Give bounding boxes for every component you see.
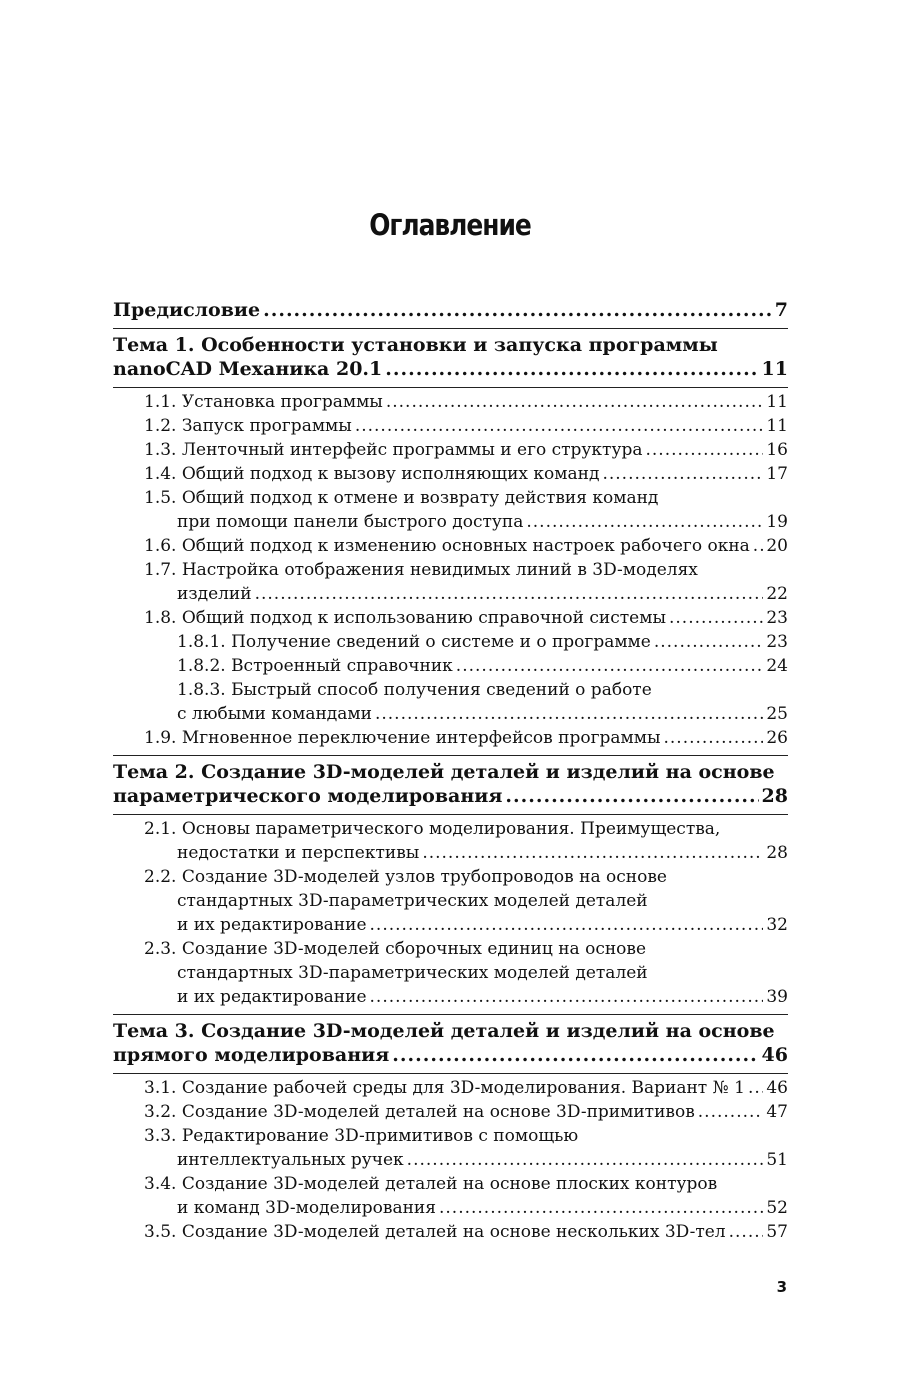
dot-leader: [698, 1100, 764, 1124]
dot-leader: [385, 357, 758, 381]
toc-entry-title: 1.8. Общий подход к использованию справочной системы: [144, 608, 666, 628]
toc-entry-1-7[interactable]: [113, 558, 788, 606]
toc-entry-title-cont: стандартных 3D-параметрических моделей деталей: [177, 963, 648, 983]
toc-entry-title: 1.3. Ленточный интерфейс программы и его структура: [144, 440, 643, 460]
toc-page-number: 47: [766, 1102, 788, 1122]
dot-leader: [392, 1043, 758, 1067]
toc-entry-1-8[interactable]: [113, 606, 788, 630]
toc-entry-title-cont: nanoCAD Механика 20.1: [113, 358, 383, 380]
toc-entry-title: 1.5. Общий подход к отмене и возврату действия команд: [144, 488, 659, 508]
toc-entry-chapter-3[interactable]: [113, 1015, 788, 1074]
toc-entry-1-2[interactable]: [113, 414, 788, 438]
toc-entry-title-cont: и их редактирование: [177, 915, 367, 935]
dot-leader: [456, 654, 764, 678]
toc-page-number: 46: [766, 1078, 788, 1098]
toc-entry-2-1[interactable]: [113, 817, 788, 865]
toc-entry-1-1[interactable]: [113, 390, 788, 414]
toc-page-number: 11: [766, 392, 788, 412]
toc-entry-1-4[interactable]: [113, 462, 788, 486]
toc-entry-1-8-3[interactable]: [113, 678, 788, 726]
toc-entry-title: 3.4. Создание 3D-моделей деталей на основе плоских контуров: [144, 1174, 718, 1194]
toc-entry-3-1[interactable]: [113, 1076, 788, 1100]
toc-entry-title: Тема 2. Создание 3D-моделей деталей и изделий на основе: [113, 761, 775, 783]
toc-entry-title-cont: изделий: [177, 584, 252, 604]
dot-leader: [526, 510, 763, 534]
toc-entry-3-3[interactable]: [113, 1124, 788, 1172]
chapter-1-sections: [113, 388, 788, 756]
dot-leader: [669, 606, 763, 630]
toc-page-number: 24: [766, 656, 788, 676]
dot-leader: [439, 1196, 763, 1220]
dot-leader: [386, 390, 764, 414]
toc-page-number: 46: [761, 1044, 788, 1066]
dot-leader: [375, 702, 763, 726]
toc-entry-chapter-1[interactable]: [113, 329, 788, 388]
toc-entry-title: 2.2. Создание 3D-моделей узлов трубопроводов на основе: [144, 867, 667, 887]
toc-page-number: 19: [766, 512, 788, 532]
toc-entry-title: Тема 1. Особенности установки и запуска программы: [113, 334, 718, 356]
toc-entry-title: 1.7. Настройка отображения невидимых линий в 3D-моделях: [144, 560, 698, 580]
toc-entry-title: Тема 3. Создание 3D-моделей деталей и изделий на основе: [113, 1020, 775, 1042]
page-title: Оглавление: [369, 208, 531, 242]
dot-leader: [370, 913, 764, 937]
dot-leader: [505, 784, 758, 808]
toc-page-number: 32: [766, 915, 788, 935]
dot-leader: [370, 985, 764, 1009]
toc-entry-title-cont: при помощи панели быстрого доступа: [177, 512, 524, 532]
toc-entry-title-cont: недостатки и перспективы: [177, 843, 420, 863]
toc-entry-title: 2.3. Создание 3D-моделей сборочных единиц на основе: [144, 939, 647, 959]
toc-page-number: 11: [761, 358, 788, 380]
table-of-contents: [113, 298, 788, 1244]
toc-entry-2-3[interactable]: [113, 937, 788, 1015]
toc-page-number: 11: [766, 416, 788, 436]
toc-entry-chapter-2[interactable]: [113, 756, 788, 815]
toc-entry-title: 1.4. Общий подход к вызову исполняющих команд: [144, 464, 600, 484]
toc-page-number: 52: [766, 1198, 788, 1218]
toc-page-number: 20: [766, 536, 788, 556]
dot-leader: [422, 841, 763, 865]
toc-page-number: 23: [766, 632, 788, 652]
toc-entry-title-cont: с любыми командами: [177, 704, 372, 724]
dot-leader: [407, 1148, 764, 1172]
toc-page-number: 17: [766, 464, 788, 484]
toc-entry-3-4[interactable]: [113, 1172, 788, 1220]
toc-entry-title-cont: интеллектуальных ручек: [177, 1150, 404, 1170]
chapter-2-sections: [113, 815, 788, 1015]
dot-leader: [654, 630, 764, 654]
dot-leader: [729, 1220, 764, 1244]
toc-page-number: 26: [766, 728, 788, 748]
toc-entry-preface[interactable]: [113, 298, 788, 329]
dot-leader: [753, 534, 764, 558]
page-number: 3: [776, 1278, 787, 1296]
toc-entry-title: 3.2. Создание 3D-моделей деталей на основе 3D-примитивов: [144, 1102, 695, 1122]
toc-entry-title-cont: и команд 3D-моделирования: [177, 1198, 436, 1218]
toc-entry-1-6[interactable]: [113, 534, 788, 558]
toc-entry-title: 1.6. Общий подход к изменению основных настроек рабочего окна: [144, 536, 750, 556]
toc-entry-1-8-1[interactable]: [113, 630, 788, 654]
toc-entry-2-2[interactable]: [113, 865, 788, 937]
toc-page-number: 28: [761, 785, 788, 807]
toc-entry-title: Предисловие: [113, 299, 261, 321]
toc-entry-title: 1.9. Мгновенное переключение интерфейсов программы: [144, 728, 661, 748]
toc-page-number: 16: [766, 440, 788, 460]
toc-entry-3-5[interactable]: [113, 1220, 788, 1244]
toc-entry-title-cont: и их редактирование: [177, 987, 367, 1007]
toc-page-number: 28: [766, 843, 788, 863]
toc-page-number: 57: [766, 1222, 788, 1242]
toc-page-number: 23: [766, 608, 788, 628]
toc-entry-title: 1.8.3. Быстрый способ получения сведений о работе: [177, 680, 652, 700]
toc-entry-1-9[interactable]: [113, 726, 788, 756]
dot-leader: [263, 298, 772, 322]
toc-page-number: 25: [766, 704, 788, 724]
toc-entry-title-cont: параметрического моделирования: [113, 785, 503, 807]
toc-entry-title-cont: прямого моделирования: [113, 1044, 390, 1066]
toc-entry-title: 3.5. Создание 3D-моделей деталей на основе нескольких 3D-тел: [144, 1222, 726, 1242]
toc-entry-title: 1.2. Запуск программы: [144, 416, 352, 436]
toc-entry-1-5[interactable]: [113, 486, 788, 534]
toc-entry-1-3[interactable]: [113, 438, 788, 462]
toc-entry-title: 3.3. Редактирование 3D-примитивов с помощью: [144, 1126, 579, 1146]
toc-entry-title: 3.1. Создание рабочей среды для 3D-моделирования. Вариант № 1: [144, 1078, 745, 1098]
toc-entry-title: 2.1. Основы параметрического моделирования. Преимущества,: [144, 819, 721, 839]
toc-entry-title: 1.8.2. Встроенный справочник: [177, 656, 453, 676]
dot-leader: [645, 438, 763, 462]
toc-entry-title: 1.1. Установка программы: [144, 392, 383, 412]
toc-entry-3-2[interactable]: [113, 1100, 788, 1124]
dot-leader: [663, 726, 763, 750]
toc-page-number: 7: [774, 299, 788, 321]
dot-leader: [602, 462, 763, 486]
dot-leader: [355, 414, 764, 438]
dot-leader: [255, 582, 764, 606]
toc-entry-title: 1.8.1. Получение сведений о системе и о программе: [177, 632, 651, 652]
chapter-3-sections: [113, 1074, 788, 1244]
dot-leader: [748, 1076, 763, 1100]
toc-page-number: 22: [766, 584, 788, 604]
toc-page-number: 51: [766, 1150, 788, 1170]
toc-page-number: 39: [766, 987, 788, 1007]
toc-entry-1-8-2[interactable]: [113, 654, 788, 678]
toc-entry-title-cont: стандартных 3D-параметрических моделей деталей: [177, 891, 648, 911]
